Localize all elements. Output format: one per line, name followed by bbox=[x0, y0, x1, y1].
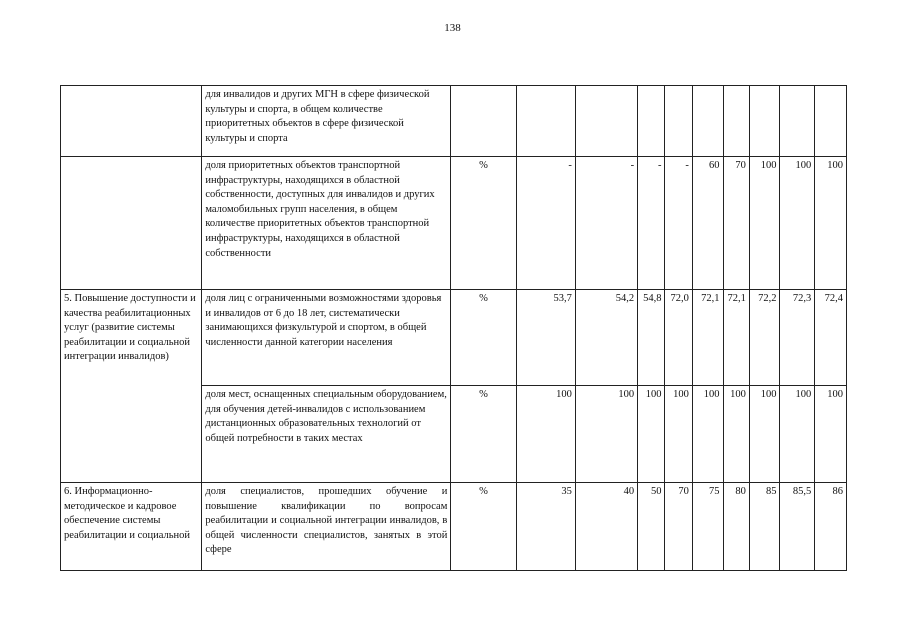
value-cell: 100 bbox=[516, 386, 575, 483]
value-cell: 100 bbox=[815, 157, 847, 290]
goal-cell bbox=[61, 157, 202, 290]
value-cell: - bbox=[516, 157, 575, 290]
value-cell: - bbox=[638, 157, 665, 290]
value-cell: 72,1 bbox=[723, 290, 749, 386]
value-cell: 60 bbox=[692, 157, 723, 290]
value-cell: 70 bbox=[723, 157, 749, 290]
value-cell: 100 bbox=[723, 386, 749, 483]
value-cell: 85 bbox=[749, 483, 780, 571]
value-cell: 70 bbox=[665, 483, 692, 571]
value-cell bbox=[749, 86, 780, 157]
value-cell bbox=[665, 86, 692, 157]
value-cell: 100 bbox=[749, 157, 780, 290]
indicator-cell: для инвалидов и других МГН в сфере физической культуры и спорта, в общем количестве приоритетных объектов в сфере физической культуры и спорта bbox=[202, 86, 451, 157]
goal-cell bbox=[61, 86, 202, 157]
value-cell: 72,0 bbox=[665, 290, 692, 386]
value-cell: 54,2 bbox=[575, 290, 637, 386]
value-cell: 75 bbox=[692, 483, 723, 571]
value-cell bbox=[815, 86, 847, 157]
value-cell: 80 bbox=[723, 483, 749, 571]
indicator-cell: доля специалистов, прошедших обучение и повышение квалификации по вопросам реабилитации и социальной интеграции инвалидов, в общей численности специалистов, занятых в этой сфере bbox=[202, 483, 451, 571]
value-cell: 100 bbox=[780, 386, 815, 483]
value-cell: 100 bbox=[665, 386, 692, 483]
value-cell: 50 bbox=[638, 483, 665, 571]
goal-cell: 5. Повышение доступности и качества реабилитационных услуг (развитие системы реабилитации и социальной интеграции инвалидов) bbox=[61, 290, 202, 483]
value-cell bbox=[638, 86, 665, 157]
value-cell: 100 bbox=[749, 386, 780, 483]
table-row bbox=[61, 86, 847, 157]
value-cell: 40 bbox=[575, 483, 637, 571]
table-row bbox=[61, 290, 847, 386]
unit-cell: % bbox=[451, 483, 516, 571]
value-cell: 35 bbox=[516, 483, 575, 571]
value-cell bbox=[692, 86, 723, 157]
value-cell: 72,2 bbox=[749, 290, 780, 386]
value-cell: 86 bbox=[815, 483, 847, 571]
value-cell: 100 bbox=[575, 386, 637, 483]
value-cell bbox=[575, 86, 637, 157]
goal-cell: 6. Информационно-методическое и кадровое обеспечение системы реабилитации и социальной bbox=[61, 483, 202, 571]
indicator-cell: доля приоритетных объектов транспортной инфраструктуры, находящихся в областной собственности, доступных для инвалидов и других маломобильных групп населения, в общем количестве приоритетных объектов транспортной инфраструктуры, находящихся в областной собственности bbox=[202, 157, 451, 290]
indicators-table bbox=[60, 85, 847, 571]
value-cell: 85,5 bbox=[780, 483, 815, 571]
value-cell: 54,8 bbox=[638, 290, 665, 386]
unit-cell: % bbox=[451, 290, 516, 386]
page-number: 138 bbox=[444, 22, 461, 34]
unit-cell: % bbox=[451, 157, 516, 290]
value-cell: 100 bbox=[638, 386, 665, 483]
indicator-cell: доля мест, оснащенных специальным оборудованием, для обучения детей-инвалидов с использованием дистанционных образовательных технологий от общей потребности в таких местах bbox=[202, 386, 451, 483]
value-cell: - bbox=[575, 157, 637, 290]
table-row bbox=[61, 157, 847, 290]
value-cell: 53,7 bbox=[516, 290, 575, 386]
value-cell: 100 bbox=[815, 386, 847, 483]
unit-cell: % bbox=[451, 386, 516, 483]
value-cell: 72,1 bbox=[692, 290, 723, 386]
value-cell bbox=[780, 86, 815, 157]
value-cell bbox=[516, 86, 575, 157]
value-cell: - bbox=[665, 157, 692, 290]
indicator-cell: доля лиц с ограниченными возможностями здоровья и инвалидов от 6 до 18 лет, систематически занимающихся физкультурой и спортом, в общей численности данной категории населения bbox=[202, 290, 451, 386]
value-cell: 100 bbox=[692, 386, 723, 483]
value-cell: 100 bbox=[780, 157, 815, 290]
unit-cell bbox=[451, 86, 516, 157]
table-row bbox=[61, 483, 847, 571]
value-cell: 72,4 bbox=[815, 290, 847, 386]
value-cell: 72,3 bbox=[780, 290, 815, 386]
value-cell bbox=[723, 86, 749, 157]
